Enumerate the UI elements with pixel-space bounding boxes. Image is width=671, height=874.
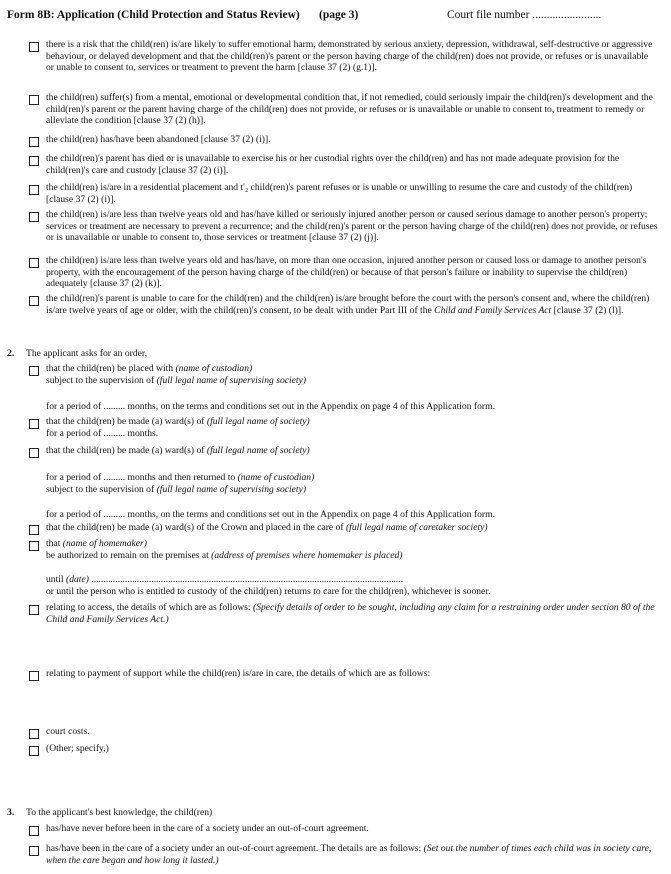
order-placement-text: that the child(ren) be placed with [46,363,176,374]
checkbox-ground-parent-unable[interactable] [29,296,39,306]
previously-in-care [46,843,660,866]
checkbox-order-access[interactable] [29,605,39,615]
homemaker-text: that [46,538,63,549]
ward-return-period[interactable]: for a period of ......... months and then returned to [46,472,238,483]
access-instructions: (Specify details of order to be sought, including any claim for a restraining order under section 80 of the Child and Family Services Act.) [46,602,655,625]
act-title: Child and Family Services Act [434,304,552,316]
order-placement-line2 [46,375,306,387]
ground-repeated-injury: the child(ren) is/are less than twelve years old and has/have, on more than one occasion, injured another person or caused loss or damage to another person's property, with the encouragement of the person having charge of the child(ren) or because of that person's failure or inability to supervise the child(ren) adequately [clause 37 (2) (k)]. [46,255,647,290]
ground-mental-condition: the child(ren) suffer(s) from a mental, emotional or developmental condition that, if not remedied, could seriously impair the child(ren)'s development and the child(ren)'s parent or the parent having charge of the child(ren) does not provide, or refuses or is unavailable or unable to consent to, treatment to remedy or alleviate the condition [clause 37 (2) (h)]. [46,92,653,127]
order-access [46,602,658,625]
order-crown-ward [46,522,488,534]
crown-ward-text: that the child(ren) be made (a) ward(s) of the Crown and placed in the care of [46,522,346,533]
checkbox-never-in-care[interactable] [29,826,39,836]
custodian-name-field[interactable]: (name of custodian) [175,363,253,374]
form-header [7,9,665,25]
ground-parent-died: the child(ren)'s parent has died or is unavailable to exercise his or her custodial rights over the child(ren) and has not made adequate provision for the child(ren)'s care and custody [clause 37 (2) (i)]. [46,153,620,176]
checkbox-order-court-costs[interactable] [29,729,39,739]
checkbox-previously-in-care[interactable] [29,846,39,856]
checkbox-order-other[interactable] [29,746,39,756]
never-in-care: has/have never before been in the care of a society under an out-of-court agreement. [46,823,369,834]
checkbox-ground-repeated-injury[interactable] [29,258,39,268]
access-text: relating to access, the details of which are as follows: [46,602,253,613]
order-homemaker-line4: or until the person who is entitled to custody of the child(ren) returns to care for the child(ren), whichever is sooner. [46,586,491,597]
form-title: Form 8B: Application (Child Protection and Status Review) [7,9,300,21]
until-text: until [46,574,66,585]
order-society-ward-period[interactable]: for a period of ......... months. [46,428,159,439]
supervising-society-field-2[interactable]: (full legal name of supervising society) [156,484,307,495]
ward-return-text: that the child(ren) be made (a) ward(s) of [46,445,207,456]
premises-text: be authorized to remain on the premises at [46,550,212,561]
checkbox-order-homemaker[interactable] [29,541,39,551]
section-3-intro: To the applicant's best knowledge, the child(ren) [26,807,213,818]
previously-in-care-text: has/have been in the care of a society under an out-of-court agreement. The details are as follows: [46,843,424,854]
ground-residential-placement: the child(ren) is/are in a residential placement and t'₂ child(ren)'s parent refuses or is unable or unwilling to resume the care and custody of the child(ren) [clause 37 (2) (i)]. [46,182,633,205]
checkbox-ground-parent-died[interactable] [29,156,39,166]
checkbox-order-placement[interactable] [29,366,39,376]
checkbox-ground-mental-condition[interactable] [29,95,39,105]
page-number: (page 3) [319,9,359,21]
section-2-intro: The applicant asks for an order, [26,348,148,359]
section-3-number: 3. [7,807,15,818]
order-ward-return-line1 [46,445,310,457]
order-ward-return-period[interactable]: for a period of ......... months, on the terms and conditions set out in the Appendix on page 4 of this Application form. [46,509,495,520]
order-court-costs: court costs. [46,726,90,737]
ground-killed-injured: the child(ren) is/are less than twelve years old and has/have killed or seriously injured another person or caused serious damage to another person's property; services or treatment are necessary to prevent a recurrence; and the child(ren)'s parent or the person having charge of the child(ren) does not provide, or refuses or is unavailable or unable to consent to, those services or treatment [clause 37 (2) (j)]. [46,209,658,244]
order-ward-return-line2 [46,472,314,484]
checkbox-ground-residential-placement[interactable] [29,185,39,195]
order-ward-return-line3 [46,484,306,496]
order-placement-period[interactable]: for a period of ......... months, on the terms and conditions set out in the Appendix on page 4 of this Application form. [46,401,495,412]
date-label: (date) [66,574,89,585]
checkbox-order-crown-ward[interactable] [29,525,39,535]
checkbox-ground-killed-injured[interactable] [29,212,39,222]
order-homemaker-line2 [46,550,402,562]
checkbox-ground-abandoned[interactable] [29,137,39,147]
ground-parent-unable-clause: [clause 37 (2) (l)]. [551,304,624,316]
section-2-number: 2. [7,348,15,359]
order-placement-line1 [46,363,252,375]
order-support: relating to payment of support while the child(ren) is/are in care, the details of which are as follows: [46,668,431,679]
ground-parent-unable-text: the child(ren)'s parent is unable to care for the child(ren) and the child(ren) is/are brought before the court with the person's consent and, where the child(ren) is/are twelve years of age or older, with the child(ren)'s consent, to be dealt with under Part III of the [46,293,650,316]
homemaker-name-field[interactable]: (name of homemaker) [62,538,147,549]
court-file-number-field[interactable]: Court file number ........................ [447,9,602,21]
ground-parent-unable [46,293,658,316]
supervising-society-field[interactable]: (full legal name of supervising society) [156,375,307,386]
society-name-field-2[interactable]: (full legal name of society) [206,445,310,456]
order-homemaker-line3 [46,574,660,586]
checkbox-order-support[interactable] [29,671,39,681]
premises-address-field[interactable]: (address of premises where homemaker is placed) [211,550,403,561]
supervision-text: subject to the supervision of [46,375,157,386]
ground-emotional-harm: there is a risk that the child(ren) is/are likely to suffer emotional harm, demonstrated by serious anxiety, depression, withdrawal, self-destructive or aggressive behaviour, or delayed development and that the child(ren)'s parent or the person having charge of the child(ren) does not provide, or refuses or is unavailable or unable to consent to, services or treatment to prevent the harm [clause 37 (2) (g.1)]. [46,39,653,74]
checkbox-order-society-ward[interactable] [29,419,39,429]
order-other: (Other; specify,) [46,743,109,754]
order-homemaker-line1 [46,538,147,550]
checkbox-ground-emotional-harm[interactable] [29,42,39,52]
society-name-field[interactable]: (full legal name of society) [206,416,310,427]
society-ward-text: that the child(ren) be made (a) ward(s) of [46,416,207,427]
order-society-ward-line1 [46,416,310,428]
date-field[interactable]: .................................................................................................................................. [88,574,404,585]
caretaker-society-field[interactable]: (full legal name of caretaker society) [345,522,488,533]
custodian-name-field-2[interactable]: (name of custodian) [237,472,315,483]
previously-in-care-instructions: (Set out the number of times each child was in society care, when the care began and how long it lasted.) [46,843,652,866]
supervision-text-2: subject to the supervision of [46,484,157,495]
checkbox-order-ward-then-return[interactable] [29,448,39,458]
ground-abandoned: the child(ren) has/have been abandoned [clause 37 (2) (i)]. [46,134,271,145]
